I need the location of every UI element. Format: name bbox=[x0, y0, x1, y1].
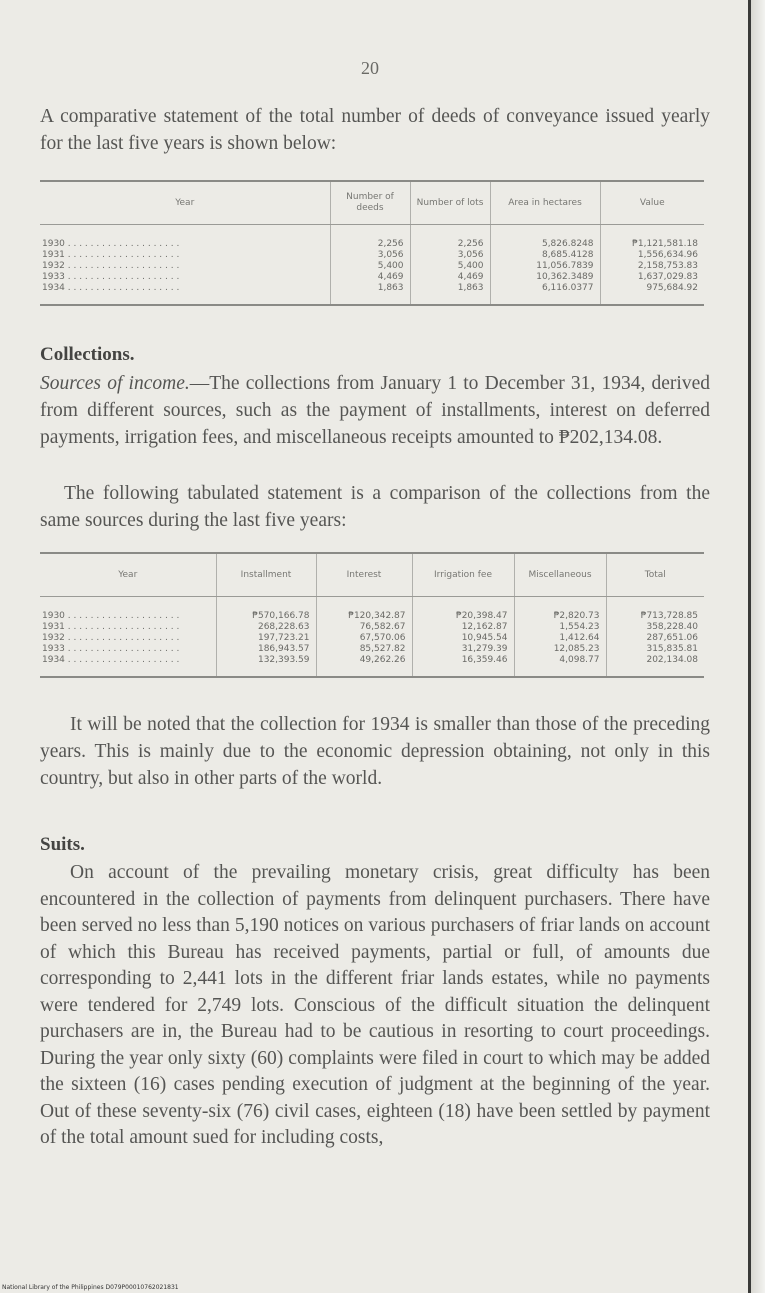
collections-cell: 67,570.06 bbox=[359, 633, 406, 643]
page-shadow bbox=[751, 0, 765, 1293]
deeds-header-row bbox=[40, 181, 704, 225]
collections-header-0: Year bbox=[40, 553, 216, 597]
archive-footer: National Library of the Philippines D079P00010762021831 bbox=[2, 1284, 179, 1291]
collections-cell: ₱120,342.87 bbox=[348, 611, 406, 621]
intro-paragraph: A comparative statement of the total number of deeds of conveyance issued yearly for the last five years is shown below: bbox=[40, 106, 710, 154]
deeds-cell: 5,826.8248 bbox=[541, 239, 594, 249]
deeds-column-1 bbox=[330, 225, 410, 306]
comparison-paragraph: The following tabulated statement is a comparison of the collections from the same sources during the last five years: bbox=[40, 483, 710, 531]
sources-of-income-italic: Sources of income. bbox=[40, 373, 190, 394]
suits-heading: Suits. bbox=[40, 834, 85, 855]
deeds-cell: 1931 . . . . . . . . . . . . . . . . . . . . bbox=[42, 250, 180, 260]
collections-cell: 1,554.23 bbox=[559, 622, 600, 632]
deeds-cell: 1933 . . . . . . . . . . . . . . . . . . . . bbox=[42, 272, 180, 282]
deeds-table bbox=[40, 180, 704, 306]
collections-cell: 132,393.59 bbox=[257, 655, 310, 665]
collections-header-2: Interest bbox=[316, 553, 412, 597]
deeds-cell: 2,256 bbox=[377, 239, 404, 249]
collections-cell: 186,943.57 bbox=[257, 644, 310, 654]
collections-cell: 31,279.39 bbox=[461, 644, 508, 654]
collections-cell: 85,527.82 bbox=[359, 644, 406, 654]
collections-column-4 bbox=[514, 597, 606, 678]
collections-cell: ₱2,820.73 bbox=[553, 611, 600, 621]
deeds-cell: 8,685.4128 bbox=[541, 250, 594, 260]
deeds-cell: 2,158,753.83 bbox=[637, 261, 698, 271]
deeds-header-3: Area in hectares bbox=[490, 181, 600, 225]
deeds-cell: 1,637,029.83 bbox=[637, 272, 698, 282]
deeds-cell: 2,256 bbox=[457, 239, 484, 249]
collections-cell: 202,134.08 bbox=[646, 655, 698, 665]
collections-cell: 12,085.23 bbox=[553, 644, 600, 654]
deeds-column-3 bbox=[490, 225, 600, 306]
collections-table bbox=[40, 552, 704, 678]
collections-cell: 1933 . . . . . . . . . . . . . . . . . . . . bbox=[42, 644, 180, 654]
deeds-cell: 10,362.3489 bbox=[536, 272, 594, 282]
collections-cell: 1931 . . . . . . . . . . . . . . . . . . . . bbox=[42, 622, 180, 632]
collections-body-row bbox=[40, 597, 704, 678]
deeds-cell: 6,116.0377 bbox=[541, 283, 594, 293]
deeds-cell: 4,469 bbox=[457, 272, 484, 282]
deeds-column-4 bbox=[600, 225, 704, 306]
deeds-header-4: Value bbox=[600, 181, 704, 225]
deeds-cell: ₱1,121,581.18 bbox=[632, 239, 698, 249]
deeds-cell: 3,056 bbox=[457, 250, 484, 260]
collections-cell: 1930 . . . . . . . . . . . . . . . . . . . . bbox=[42, 611, 180, 621]
deeds-cell: 1934 . . . . . . . . . . . . . . . . . . . . bbox=[42, 283, 180, 293]
collections-cell: 4,098.77 bbox=[559, 655, 600, 665]
collections-cell: 358,228.40 bbox=[646, 622, 698, 632]
collections-cell: 16,359.46 bbox=[461, 655, 508, 665]
deeds-header-2: Number of lots bbox=[410, 181, 490, 225]
deeds-cell: 3,056 bbox=[377, 250, 404, 260]
deeds-cell: 4,469 bbox=[377, 272, 404, 282]
deeds-cell: 11,056.7839 bbox=[536, 261, 594, 271]
note-paragraph: It will be noted that the collection for 1934 is smaller than those of the preceding years. This is mainly due to the economic depression obtaining, not only in this country, but also in other parts of the world. bbox=[40, 714, 710, 789]
collections-cell: 1934 . . . . . . . . . . . . . . . . . . . . bbox=[42, 655, 180, 665]
deeds-cell: 1,863 bbox=[457, 283, 484, 293]
deeds-column-2 bbox=[410, 225, 490, 306]
collections-header-5: Total bbox=[606, 553, 704, 597]
page-number: 20 bbox=[361, 58, 379, 78]
deeds-header-0: Year bbox=[40, 181, 330, 225]
collections-cell: 12,162.87 bbox=[461, 622, 508, 632]
deeds-cell: 5,400 bbox=[377, 261, 404, 271]
collections-paragraph bbox=[40, 370, 710, 451]
collections-cell: 287,651.06 bbox=[646, 633, 698, 643]
collections-column-1 bbox=[216, 597, 316, 678]
collections-column-2 bbox=[316, 597, 412, 678]
collections-column-3 bbox=[412, 597, 514, 678]
collections-cell: 1932 . . . . . . . . . . . . . . . . . . . . bbox=[42, 633, 180, 643]
deeds-cell: 975,684.92 bbox=[646, 283, 698, 293]
page-edge bbox=[748, 0, 751, 1293]
collections-header-1: Installment bbox=[216, 553, 316, 597]
deeds-header-1: Number of deeds bbox=[330, 181, 410, 225]
suits-paragraph: On account of the prevailing monetary crisis, great difficulty has been encountered in the collection of payments from delinquent purchasers. There have been served no less than 5,190 notices on various purchasers of friar lands on account of which this Bureau has received payments, partial or full, of amounts due corresponding to 2,441 lots in the different friar lands estates, while no payments were tendered for 2,749 lots. Conscious of the difficult situation the delinquent purchasers are in, the Bureau had to be cautious in resorting to court proceedings. During the year only sixty (60) complaints were filed in court to which may be added the sixteen (16) cases pending execution of judgment at the beginning of the year. Out of these seventy-six (76) civil cases, eighteen (18) have been settled by payment of the total amount sued for including costs, bbox=[40, 862, 710, 1148]
collections-cell: ₱570,166.78 bbox=[252, 611, 310, 621]
collections-paragraph-rest: —The collections from January 1 to December 31, 1934, derived from different sources, such as the payment of installments, interest on deferred payments, irrigation fees, and miscellaneous receipts amounted to ₱202,134.08. bbox=[40, 373, 711, 448]
collections-cell: ₱713,728.85 bbox=[640, 611, 698, 621]
collections-header-4: Miscellaneous bbox=[514, 553, 606, 597]
collections-cell: ₱20,398.47 bbox=[455, 611, 508, 621]
collections-cell: 10,945.54 bbox=[461, 633, 508, 643]
collections-cell: 268,228.63 bbox=[257, 622, 310, 632]
collections-cell: 315,835.81 bbox=[646, 644, 698, 654]
deeds-cell: 1930 . . . . . . . . . . . . . . . . . . . . bbox=[42, 239, 180, 249]
collections-cell: 197,723.21 bbox=[257, 633, 310, 643]
collections-cell: 76,582.67 bbox=[359, 622, 406, 632]
deeds-cell: 5,400 bbox=[457, 261, 484, 271]
deeds-cell: 1,863 bbox=[377, 283, 404, 293]
collections-column-5 bbox=[606, 597, 704, 678]
collections-cell: 49,262.26 bbox=[359, 655, 406, 665]
deeds-cell: 1932 . . . . . . . . . . . . . . . . . . . . bbox=[42, 261, 180, 271]
collections-column-0 bbox=[40, 597, 216, 678]
collections-header-3: Irrigation fee bbox=[412, 553, 514, 597]
deeds-column-0 bbox=[40, 225, 330, 306]
collections-heading: Collections. bbox=[40, 344, 135, 365]
deeds-cell: 1,556,634.96 bbox=[637, 250, 698, 260]
collections-header-row bbox=[40, 553, 704, 597]
deeds-body-row bbox=[40, 225, 704, 306]
collections-cell: 1,412.64 bbox=[559, 633, 600, 643]
